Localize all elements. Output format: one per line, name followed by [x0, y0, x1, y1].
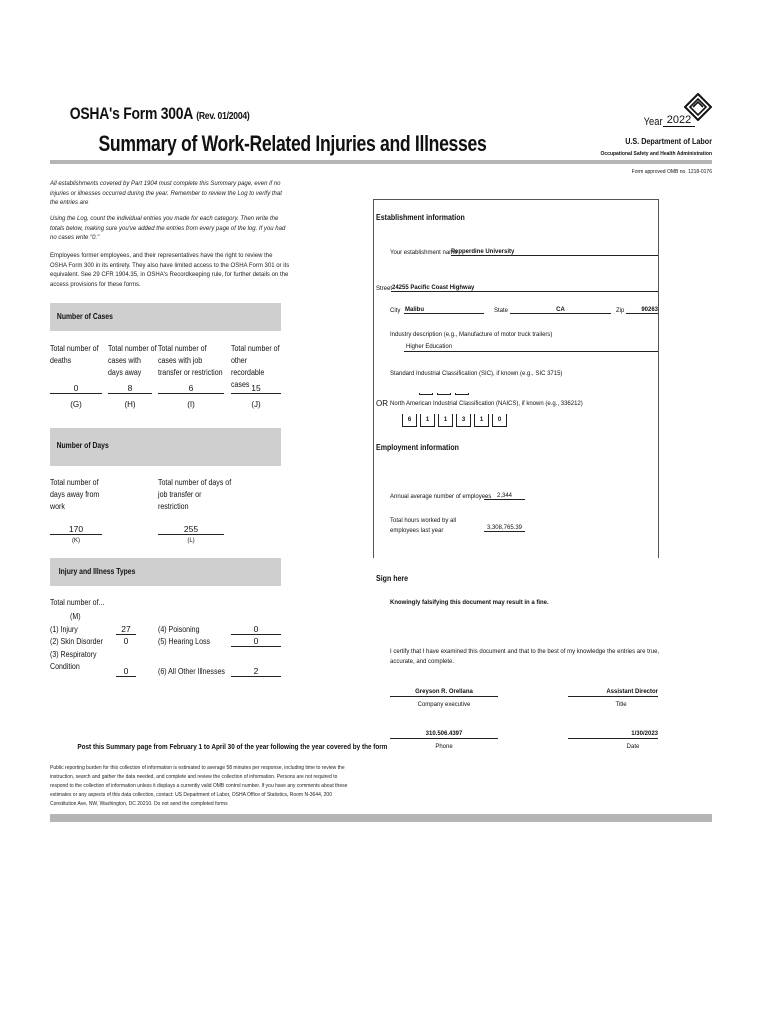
- phone-field[interactable]: 310.506.4397: [390, 731, 498, 739]
- poisoning-value[interactable]: 0: [231, 624, 281, 635]
- agency-name: Occupational Safety and Health Administration: [600, 151, 712, 157]
- naics-digit[interactable]: 1: [438, 414, 453, 427]
- establishment-name-label: Your establishment name: [390, 250, 458, 256]
- hearing-loss-label: (5) Hearing Loss: [158, 637, 211, 646]
- establishment-heading: Establishment information: [376, 213, 465, 222]
- respiratory-label: (3) Respiratory Condition: [50, 650, 97, 671]
- street-label: Street: [376, 286, 393, 292]
- industry-field[interactable]: Higher Education: [404, 344, 658, 352]
- other-illnesses-value[interactable]: 2: [231, 666, 281, 677]
- street-field[interactable]: 24255 Pacific Coast Highway: [391, 285, 658, 292]
- footer-divider: [50, 814, 712, 822]
- naics-digit[interactable]: 1: [420, 414, 435, 427]
- naics-digit[interactable]: 3: [456, 414, 471, 427]
- form-subtitle: Summary of Work-Related Injuries and Illnesses: [98, 131, 487, 156]
- types-heading: Injury and Illness Types: [58, 567, 136, 576]
- days-away-cases-value[interactable]: 8: [108, 383, 152, 394]
- industry-label: Industry description (e.g., Manufacture of motor truck trailers): [390, 332, 553, 338]
- intro-paragraph-3: Employees former employees, and their representatives have the right to review the OSHA Form 300 in its entirety. They also have limited access to the OSHA Form 301 or its equivalent. See 29 CFR 1904.35, in OSHA's Recordkeeping rule, for further details on the access provisions for these forms.: [50, 253, 290, 288]
- sic-label: Standard Industrial Classification (SIC), if known (e.g., SIC 3715): [390, 371, 563, 377]
- form-title: [70, 104, 250, 124]
- code-i: (I): [187, 400, 195, 409]
- city-field[interactable]: Malibu: [404, 307, 484, 314]
- employment-heading: Employment information: [376, 443, 459, 452]
- transfer-cases-label: Total number of cases with job transfer or restriction: [158, 344, 223, 377]
- dol-logo-icon: [684, 93, 712, 121]
- zip-label: Zip: [616, 308, 625, 314]
- intro-paragraph-1: All establishments covered by Part 1904 must complete this Summary page, even if no injuries or illnesses occurred during the year. Remember to review the Log to verify that the entries are: [50, 181, 282, 206]
- or-label: OR: [376, 399, 388, 408]
- days-transfer-value[interactable]: 255: [158, 524, 224, 535]
- code-h: (H): [124, 400, 136, 409]
- code-j: (J): [251, 400, 261, 409]
- naics-digit[interactable]: 1: [474, 414, 489, 427]
- hearing-loss-value[interactable]: 0: [231, 636, 281, 647]
- department-name: U.S. Department of Labor: [625, 137, 712, 146]
- hours-worked-label: Total hours worked by all employees last year: [390, 518, 457, 534]
- code-k: (K): [72, 538, 80, 544]
- executive-label: Company executive: [417, 702, 471, 708]
- form-title-main: OSHA's Form 300A: [69, 104, 193, 123]
- skin-disorder-value[interactable]: 0: [123, 636, 129, 646]
- days-transfer-label: Total number of days of job transfer or restriction: [158, 478, 232, 511]
- days-away-label: Total number of days away from work: [50, 478, 100, 511]
- establishment-name-field[interactable]: Pepperdine University: [451, 249, 658, 256]
- state-field[interactable]: CA: [510, 307, 611, 314]
- total-number-of-label: Total number of...: [50, 598, 105, 607]
- posting-instruction: Post this Summary page from February 1 to April 30 of the year following the year covered by the form: [77, 742, 388, 751]
- burden-statement: Public reporting burden for this collection of information is estimated to average 58 minutes per response, including time to review the instruction, search and gather the data needed, and complete and review the collection of information. Persons are not required to respond to the collection of information unless it displays a currently valid OMB control number. If you have any comments about these estimates or any aspects of this data collection, contact: US Department of Labor, OSHA Office of Statistics, Room N-3644, 200 Constitution Ave, NW, Washington, DC 20210. Do not send the completed forms: [50, 765, 348, 807]
- year-field[interactable]: 2022: [663, 114, 695, 127]
- date-label: Date: [626, 744, 640, 750]
- code-l: (L): [187, 538, 195, 544]
- injury-value[interactable]: 27: [116, 624, 136, 635]
- other-cases-value[interactable]: 15: [231, 383, 281, 394]
- transfer-cases-value[interactable]: 6: [158, 383, 224, 394]
- form-revision: (Rev. 01/2004): [196, 110, 250, 122]
- phone-label: Phone: [435, 744, 453, 750]
- title-label: Title: [615, 702, 627, 708]
- naics-label: North American Industrial Classification (NAICS), if known (e.g., 336212): [390, 401, 583, 407]
- executive-name-field[interactable]: Greyson R. Orellana: [390, 689, 498, 697]
- days-away-value[interactable]: 170: [50, 524, 102, 535]
- city-label: City: [390, 308, 401, 314]
- hours-worked-field[interactable]: 3,308,765.39: [484, 525, 525, 532]
- intro-paragraph-2: Using the Log, count the individual entries you made for each category. Then write the totals below, making sure you've added the entries from every page of the log. If you had no cases write "0.": [50, 216, 286, 241]
- sic-digit-3[interactable]: [455, 393, 469, 395]
- days-away-cases-label: Total number of cases with days away: [108, 344, 157, 377]
- title-field[interactable]: Assistant Director: [568, 689, 658, 697]
- omb-number: Form approved OMB no. 1218-0176: [631, 169, 712, 175]
- zip-field[interactable]: 90263: [626, 307, 658, 314]
- deaths-value[interactable]: 0: [50, 383, 102, 394]
- days-heading: Number of Days: [56, 441, 109, 450]
- injury-label: (1) Injury: [50, 625, 78, 634]
- code-m: (M): [70, 612, 81, 621]
- header-divider: [50, 160, 712, 164]
- code-g: (G): [70, 400, 82, 409]
- avg-employees-field[interactable]: 2,344: [484, 493, 525, 500]
- avg-employees-label: Annual average number of employees: [390, 494, 492, 500]
- state-label: State: [494, 308, 509, 314]
- respiratory-value[interactable]: 0: [116, 666, 136, 677]
- falsify-warning: Knowingly falsifying this document may result in a fine.: [390, 600, 549, 606]
- naics-digit[interactable]: 0: [492, 414, 507, 427]
- sic-digit-1[interactable]: [419, 393, 433, 395]
- naics-digit[interactable]: 6: [402, 414, 417, 427]
- certify-statement: I certify that I have examined this document and that to the best of my knowledge the entries are true, accurate, and complete.: [390, 649, 660, 665]
- sic-digit-2[interactable]: [437, 393, 451, 395]
- poisoning-label: (4) Poisoning: [158, 625, 200, 634]
- year-label: Year: [643, 116, 663, 128]
- sign-heading: Sign here: [376, 574, 409, 583]
- date-field[interactable]: 1/30/2023: [568, 731, 658, 739]
- other-illnesses-label: (6) All Other Illnesses: [158, 667, 225, 676]
- skin-disorder-label: (2) Skin Disorder: [50, 637, 103, 646]
- other-cases-label: Total number of other recordable cases: [231, 344, 280, 389]
- cases-heading: Number of Cases: [56, 312, 113, 321]
- deaths-label: Total number of deaths: [50, 344, 99, 365]
